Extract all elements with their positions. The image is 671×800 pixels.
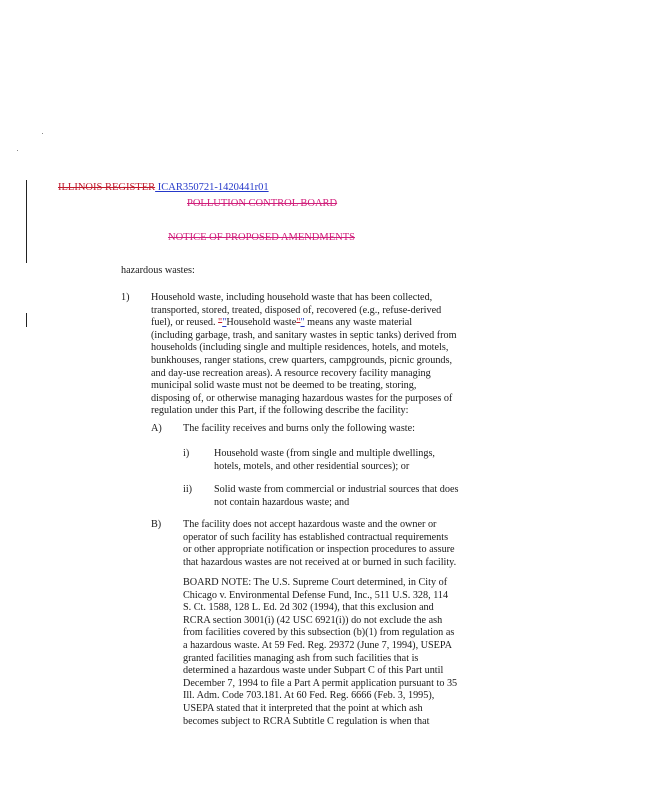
item-1-line-edited: fuel), or reused. ""Household waste"" means any waste material bbox=[151, 317, 413, 329]
item-a-i-line: Household waste (from single and multiple dwellings, bbox=[214, 448, 435, 459]
item-1-line: bunkhouses, ranger stations, crew quarters, campgrounds, picnic grounds, bbox=[151, 354, 453, 366]
board-note-line: Ill. Adm. Code 703.181. At 60 Fed. Reg. 6666 (Feb. 3, 1995), bbox=[183, 690, 435, 702]
board-note-line: Chicago v. Environmental Defense Fund, Inc., 511 U.S. 328, 114 bbox=[183, 589, 449, 601]
scan-speck bbox=[42, 133, 43, 134]
item-a-ii-number: ii) bbox=[183, 484, 193, 495]
item-b-line: operator of such facility has established contractual requirements bbox=[183, 531, 449, 543]
item-b-line: or other appropriate notification or inspection procedures to assure bbox=[183, 544, 455, 556]
item-b-line: The facility does not accept hazardous waste and the owner or bbox=[183, 519, 437, 530]
item-b-number: B) bbox=[151, 519, 162, 530]
item-a-ii-line: Solid waste from commercial or industrial sources that does bbox=[214, 484, 459, 495]
item-a-text: The facility receives and burns only the following waste: bbox=[183, 423, 415, 434]
board-note-line: granted facilities managing ash from such facilities that is bbox=[183, 652, 419, 664]
scan-speck bbox=[17, 150, 18, 151]
item-1-line: Household waste, including household waste that has been collected, bbox=[151, 292, 433, 303]
item-1-line: transported, stored, treated, disposed of, recovered (e.g., refuse-derived bbox=[151, 304, 442, 316]
item-a-ii-paragraph bbox=[214, 484, 458, 509]
item-1-line: municipal solid waste must not be deemed to be treating, storing, bbox=[151, 380, 417, 392]
item-b-paragraph bbox=[183, 519, 456, 569]
item-a-number: A) bbox=[151, 423, 162, 434]
inserted-quote: " bbox=[222, 317, 227, 329]
board-note bbox=[183, 577, 457, 728]
board-note-line: BOARD NOTE: The U.S. Supreme Court determined, in City of bbox=[183, 577, 448, 588]
item-1-number: 1) bbox=[121, 292, 130, 303]
register-inserted-text: ICAR350721-1420441r01 bbox=[155, 182, 269, 193]
item-1-line: (including garbage, trash, and sanitary wastes in septic tanks) derived from bbox=[151, 329, 457, 341]
change-bar-top bbox=[26, 180, 27, 263]
board-title: POLLUTION CONTROL BOARD bbox=[187, 198, 338, 209]
item-1-line: and day-use recreation areas). A resource recovery facility managing bbox=[151, 367, 431, 379]
item-a-i-number: i) bbox=[183, 448, 190, 459]
change-bar-mid bbox=[26, 313, 27, 327]
register-struck-text: ILLINOIS REGISTER bbox=[58, 182, 156, 193]
item-1-line: disposing of, or otherwise managing hazardous wastes for the purposes of bbox=[151, 392, 453, 404]
register-header bbox=[58, 177, 269, 195]
notice-title: NOTICE OF PROPOSED AMENDMENTS bbox=[168, 232, 355, 243]
struck-quote: " bbox=[296, 317, 301, 329]
board-note-line: RCRA section 3001(i) (42 USC 6921(i)) do not exclude the ash bbox=[183, 614, 443, 626]
inserted-quote: " bbox=[300, 317, 305, 329]
board-note-line: December 7, 1994 to file a Part A permit application pursuant to 35 bbox=[183, 677, 458, 689]
item-b-line: that hazardous wastes are not received at or burned in such facility. bbox=[183, 556, 457, 568]
item-1-line: households (including single and multiple residences, hotels, and motels, bbox=[151, 342, 449, 354]
lead-text: hazardous wastes: bbox=[121, 265, 195, 276]
board-note-line: S. Ct. 1588, 128 L. Ed. 2d 302 (1994), that this exclusion and bbox=[183, 602, 434, 614]
board-note-line: USEPA stated that it interpreted that the point at which ash bbox=[183, 702, 423, 714]
board-note-line: determined a hazardous waste under Subpart C of this Part until bbox=[183, 665, 444, 677]
item-1-paragraph bbox=[151, 292, 457, 418]
item-a-i-line: hotels, motels, and other residential sources); or bbox=[214, 460, 410, 472]
item-a-ii-line: not contain hazardous waste; and bbox=[214, 496, 350, 508]
board-note-line: from facilities covered by this subsection (b)(1) from regulation as bbox=[183, 627, 455, 639]
item-a-i-paragraph bbox=[214, 448, 435, 473]
board-note-line: becomes subject to RCRA Subtitle C regulation is when that bbox=[183, 715, 430, 727]
struck-quote: " bbox=[218, 317, 223, 329]
board-note-line: a hazardous waste. At 59 Fed. Reg. 29372 (June 7, 1994), USEPA bbox=[183, 639, 452, 651]
item-1-line: regulation under this Part, if the following describe the facility: bbox=[151, 405, 409, 417]
